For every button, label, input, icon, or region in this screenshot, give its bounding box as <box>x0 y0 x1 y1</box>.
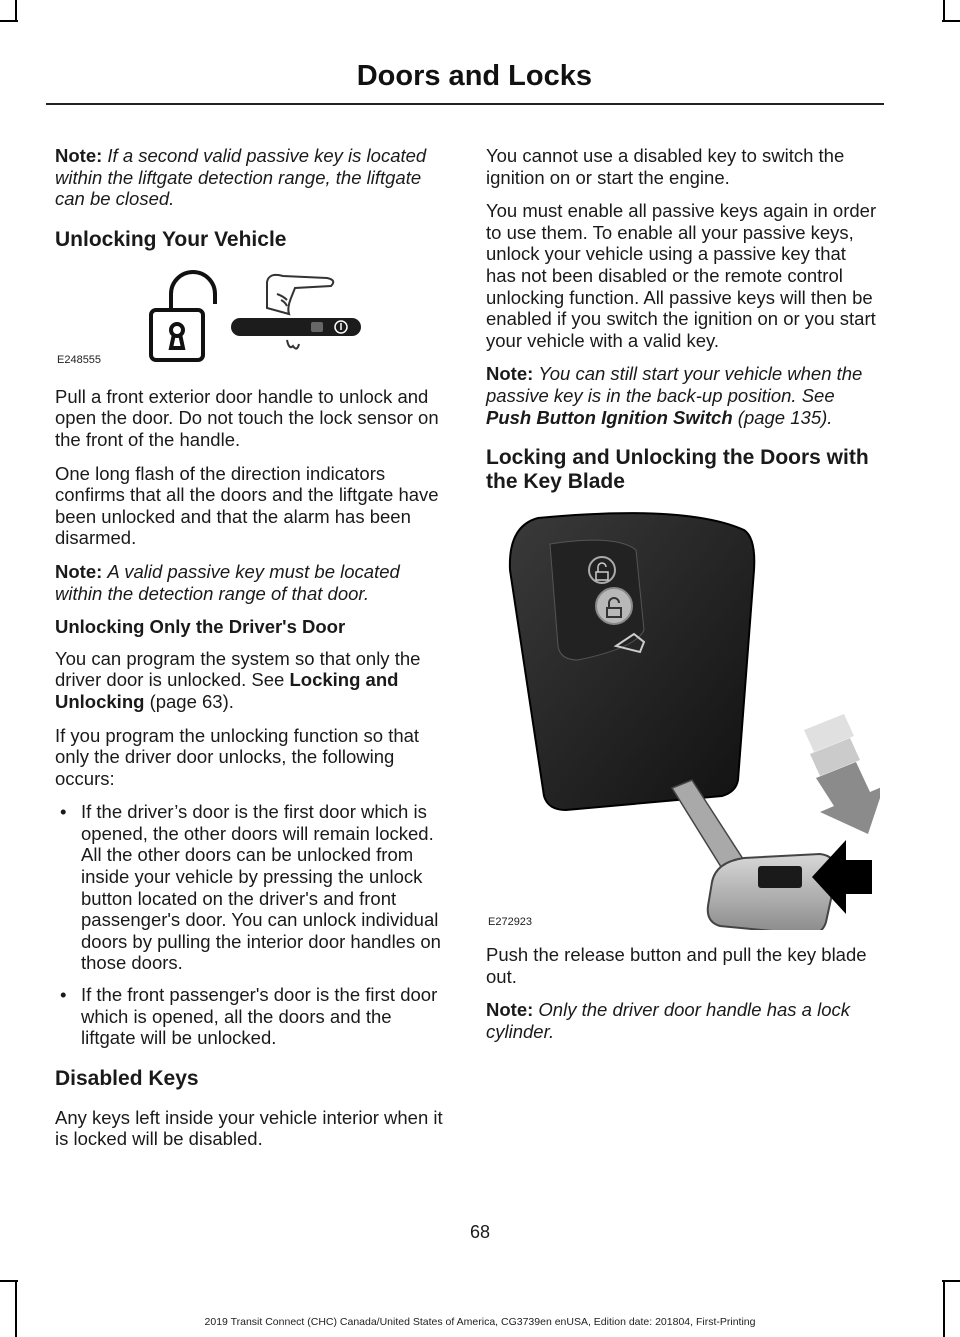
crop-mark <box>15 0 17 22</box>
unlock-button-icon <box>596 588 632 624</box>
footer-text: 2019 Transit Connect (CHC) Canada/United States of America, CG3739en enUSA, Edition date: 201804, First-Printing <box>204 1316 756 1328</box>
heading-disabled-keys: Disabled Keys <box>55 1066 199 1090</box>
heading-key-blade: Locking and Unlocking the Doors with the Key Blade <box>486 446 869 494</box>
key-cap <box>708 854 836 930</box>
crop-mark <box>0 20 18 22</box>
left-column <box>55 145 449 1162</box>
key-blade-figure <box>486 510 880 930</box>
page-title: Doors and Locks <box>356 60 592 92</box>
right-column <box>486 145 880 1055</box>
list-item: • If the driver’s door is the first door which is opened, the other doors will remain locked. All the other doors can be unlocked from inside your vehicle by pressing the unlock button located on the driver's and front passenger's door. You can unlock individual doors by pulling the interior door handles on those doors. <box>55 801 449 974</box>
paragraph-program-system: You can program the system so that only the driver door is unlocked. See Locking and Unlocking (page 63). <box>55 647 421 712</box>
paragraph-enable-keys: You must enable all passive keys again in order to use them. To enable all your passive keys, unlock your vehicle using a passive key that has not been disabled or the remote control unlocking function. All passive keys will then be enabled if you switch the ignition on or you start your vehicle with a valid key. <box>486 200 877 351</box>
unlock-padlock-icon <box>151 272 215 360</box>
link-locking-and-unlocking[interactable]: Locking and Unlocking <box>55 669 399 712</box>
bullet-list <box>55 801 449 1049</box>
crop-mark <box>0 1280 18 1282</box>
note-liftgate: Note: If a second valid passive key is located within the liftgate detection range, the liftgate can be closed. <box>55 145 427 210</box>
crop-mark <box>943 1280 945 1337</box>
unlock-figure <box>55 268 449 368</box>
hand-icon <box>267 275 333 349</box>
figure-code: E248555 <box>57 353 102 366</box>
unlock-illustration <box>55 268 449 368</box>
page-number: 68 <box>469 1222 491 1242</box>
figure-code: E272923 <box>488 916 533 929</box>
link-push-button-ignition[interactable]: Push Button Ignition Switch <box>486 406 733 428</box>
key-fob-illustration <box>486 510 880 930</box>
heading-unlocking-your-vehicle: Unlocking Your Vehicle <box>55 227 287 251</box>
crop-mark <box>942 20 960 22</box>
paragraph-if-program: If you program the unlocking function so that only the driver door unlocks, the following occurs: <box>55 724 420 789</box>
note-valid-passive-key: Note: A valid passive key must be located within the detection range of that door. <box>55 560 400 604</box>
crop-mark <box>15 1280 17 1337</box>
paragraph-cannot-use: You cannot use a disabled key to switch the ignition on or start the engine. <box>486 145 845 188</box>
note-lock-cylinder: Note: Only the driver door handle has a lock cylinder. <box>486 999 851 1042</box>
pull-arrow-icon <box>804 714 880 834</box>
list-item: • If the front passenger's door is the first door which is opened, all the doors and the liftgate will be unlocked. <box>55 984 449 1049</box>
header-divider <box>46 103 884 105</box>
heading-unlocking-driver-door: Unlocking Only the Driver's Door <box>55 616 346 638</box>
paragraph-pull-handle: Pull a front exterior door handle to unlock and open the door. Do not touch the lock sensor on the front of the handle. <box>55 385 439 450</box>
crop-mark <box>942 1280 960 1282</box>
note-backup-position: Note: You can still start your vehicle when the passive key is in the back-up position. See Push Button Ignition Switch (page 135). <box>486 363 863 428</box>
paragraph-push-release: Push the release button and pull the key blade out. <box>486 944 867 987</box>
paragraph-flash-confirm: One long flash of the direction indicators confirms that all the doors and the liftgate have been unlocked and that the alarm has been disarmed. <box>55 462 439 549</box>
crop-mark <box>943 0 945 22</box>
paragraph-disabled-keys: Any keys left inside your vehicle interior when it is locked will be disabled. <box>55 1106 443 1150</box>
